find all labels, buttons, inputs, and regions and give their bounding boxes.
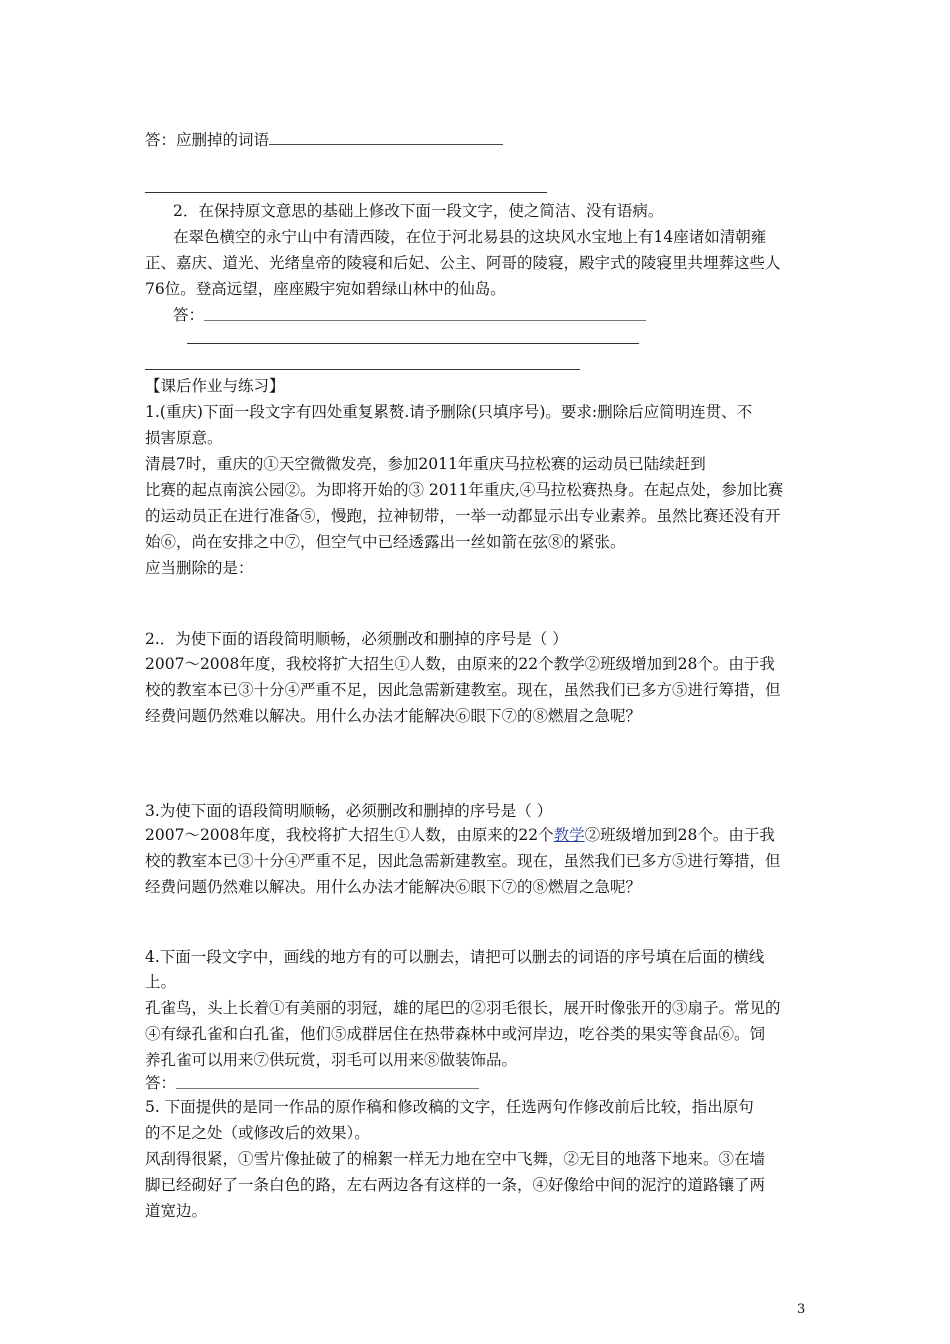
hw-q3-text-after-link: ②班级增加到28个。由于我	[584, 826, 775, 844]
answer-line-delete-words	[145, 128, 503, 151]
hw-q3-passage-line: 经费问题仍然难以解决。用什么办法才能解决⑥眼下⑦的⑧燃眉之急呢？	[145, 878, 642, 896]
hw-q4-prompt-line: 上。	[145, 973, 177, 991]
hw-q4-prompt-line: 4.下面一段文字中，画线的地方有的可以删去，请把可以删去的词语的序号填在后面的横线	[145, 948, 765, 966]
hw-q2-passage-line: 2007～2008年度，我校将扩大招生①人数，由原来的22个教学②班级增加到28个。由于我	[145, 655, 775, 673]
hw-q1-passage-line: 的运动员正在进行准备⑤，慢跑，拉神韧带，一举一动都显示出专业素养。虽然比赛还没有开	[145, 507, 781, 525]
hw-q1-passage-line: 始⑥，尚在安排之中⑦，但空气中已经透露出一丝如箭在弦⑧的紧张。	[145, 533, 626, 551]
hw-q1-prompt-line: 损害原意。	[145, 429, 223, 447]
hw-q3-passage-line	[145, 824, 775, 846]
answer-label: 答：	[173, 306, 205, 324]
hw-q2-passage-line: 校的教室本已③十分④严重不足，因此急需新建教室。现在，虽然我们已多方⑤进行筹措，但	[145, 681, 781, 699]
hw-q4-answer	[145, 1072, 176, 1094]
hw-q5-passage-line: 风刮得很紧，①雪片像扯破了的棉絮一样无力地在空中飞舞，②无目的地落下地来。③在墙	[145, 1150, 766, 1168]
homework-heading: 【课后作业与练习】	[145, 377, 285, 395]
hw-q3-text-before-link: 2007～2008年度，我校将扩大招生①人数，由原来的22个	[145, 826, 554, 844]
q2-intro-prompt: 2．在保持原文意思的基础上修改下面一段文字，使之简洁、没有语病。	[173, 202, 664, 220]
hw-q3-passage-line: 校的教室本已③十分④严重不足，因此急需新建教室。现在，虽然我们已多方⑤进行筹措，但	[145, 852, 781, 870]
hw-q4-passage-line: ④有绿孔雀和白孔雀，他们⑤成群居住在热带森林中或河岸边，吃谷类的果实等食品⑥。饲	[145, 1025, 766, 1043]
q2-intro-passage-line: 76位。登高远望，座座殿宇宛如碧绿山林中的仙岛。	[145, 280, 506, 298]
answer-rule	[145, 192, 547, 193]
answer-label: 答：应删掉的词语	[145, 131, 270, 149]
answer-rule	[187, 343, 639, 344]
jiaoxue-link[interactable]: 教学	[553, 826, 585, 844]
hw-q5-prompt-line: 的不足之处（或修改后的效果）。	[145, 1124, 370, 1142]
hw-q5-prompt-line: 5. 下面提供的是同一作品的原作稿和修改稿的文字，任选两句作修改前后比较，指出原句	[145, 1098, 754, 1116]
answer-blank[interactable]	[269, 128, 503, 145]
hw-q1-passage-line: 比赛的起点南滨公园②。为即将开始的③ 2011年重庆,④马拉松赛热身。在起点处，参加比赛	[145, 481, 784, 499]
hw-q2-prompt: 2.．为使下面的语段简明顺畅，必须删改和删掉的序号是（ ）	[145, 630, 568, 648]
hw-q1-prompt-line: 1.(重庆)下面一段文字有四处重复累赘.请予删除(只填序号)。要求:删除后应简明连贯、不	[145, 403, 753, 421]
answer-blank[interactable]	[176, 1088, 479, 1089]
hw-q1-passage-line: 清晨7时，重庆的①天空微微发亮，参加2011年重庆马拉松赛的运动员已陆续赶到	[145, 455, 706, 473]
hw-q2-passage-line: 经费问题仍然难以解决。用什么办法才能解决⑥眼下⑦的⑧燃眉之急呢？	[145, 707, 642, 725]
hw-q4-passage-line: 养孔雀可以用来⑦供玩赏，羽毛可以用来⑧做装饰品。	[145, 1051, 518, 1069]
answer-blank[interactable]	[204, 320, 646, 321]
answer-label: 答：	[145, 1074, 177, 1092]
hw-q4-passage-line: 孔雀鸟，头上长着①有美丽的羽冠，雄的尾巴的②羽毛很长，展开时像张开的③扇子。常见的	[145, 999, 781, 1017]
hw-q3-prompt: 3.为使下面的语段简明顺畅，必须删改和删掉的序号是（ ）	[145, 802, 553, 820]
hw-q5-passage-line: 脚已经砌好了一条白色的路，左右两边各有这样的一条，④好像给中间的泥泞的道路镶了两	[145, 1176, 766, 1194]
hw-q1-answer-label: 应当删除的是：	[145, 559, 254, 577]
page-number: 3	[797, 1302, 806, 1317]
hw-q5-passage-line: 道宽边。	[145, 1202, 208, 1220]
q2-intro-passage-line: 正、嘉庆、道光、光绪皇帝的陵寝和后妃、公主、阿哥的陵寝，殿宇式的陵寝里共埋葬这些人	[145, 254, 781, 272]
q2-intro-passage-line: 在翠色横空的永宁山中有清西陵，在位于河北易县的这块风水宝地上有14座诸如清朝雍	[173, 228, 767, 246]
answer-rule	[145, 369, 580, 370]
q2-intro-answer	[173, 304, 204, 326]
